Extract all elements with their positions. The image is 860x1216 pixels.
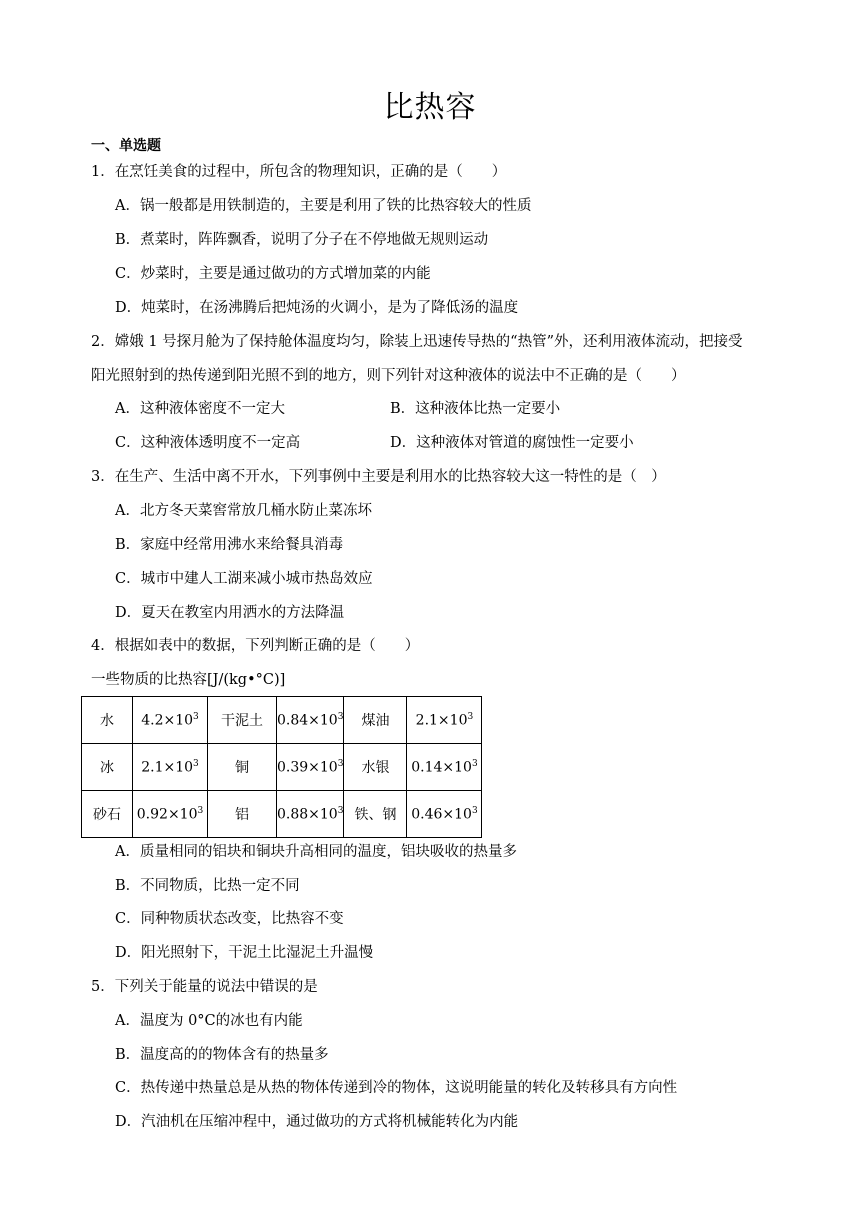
cell-text: 2.1×10 — [415, 712, 468, 729]
question-4-stem: 4．根据如表中的数据，下列判断正确的是（ ） — [91, 638, 420, 654]
cell-text: 冰 — [100, 760, 114, 776]
cell-exponent: 3 — [471, 758, 478, 769]
cell-text: 砂石 — [93, 807, 121, 823]
cell-text: 铝 — [235, 807, 249, 823]
question-4-option-d: D．阳光照射下，干泥土比湿泥土升温慢 — [115, 945, 374, 961]
question-4-option-a: A．质量相同的铝块和铜块升高相同的温度，铝块吸收的热量多 — [115, 844, 517, 860]
question-1-option-c: C．炒菜时，主要是通过做功的方式增加菜的内能 — [115, 266, 431, 282]
table-caption: 一些物质的比热容[J/(kg•°C)] — [91, 672, 286, 688]
cell-exponent: 3 — [193, 711, 199, 722]
table-cell — [82, 744, 133, 791]
cell-text: 干泥土 — [221, 713, 263, 729]
question-3-option-c: C．城市中建人工湖来减小城市热岛效应 — [115, 571, 373, 587]
question-3-option-d: D．夏天在教室内用洒水的方法降温 — [115, 605, 345, 621]
cell-exponent: 3 — [337, 758, 344, 769]
table-cell — [208, 744, 277, 791]
table-cell — [133, 697, 208, 744]
cell-text: 0.14×10 — [411, 759, 472, 776]
section-heading: 一、单选题 — [91, 138, 161, 154]
question-1-option-a: A．锅一般都是用铁制造的，主要是利用了铁的比热容较大的性质 — [115, 198, 532, 214]
table-cell — [407, 697, 482, 744]
question-3-stem: 3．在生产、生活中离不开水，下列事例中主要是利用水的比热容较大这一特性的是（ ） — [91, 469, 666, 485]
cell-exponent: 3 — [193, 758, 199, 769]
table-row — [82, 791, 482, 838]
cell-text: 水 — [100, 713, 114, 729]
cell-text: 0.88×10 — [277, 806, 338, 823]
table-cell — [133, 744, 208, 791]
question-3-option-a: A．北方冬天菜窖常放几桶水防止菜冻坏 — [115, 503, 372, 519]
cell-text: 0.92×10 — [136, 806, 198, 823]
cell-text: 0.39×10 — [277, 759, 338, 776]
question-1-option-b: B．煮菜时，阵阵飘香，说明了分子在不停地做无规则运动 — [115, 232, 489, 248]
question-2-option-b: B．这种液体比热一定要小 — [390, 401, 561, 417]
table-cell — [277, 791, 344, 838]
table-cell — [344, 791, 407, 838]
cell-text: 4.2×10 — [141, 712, 194, 729]
cell-text: 铜 — [235, 760, 249, 776]
question-2-stem-line-1: 2．嫦娥 1 号探月舱为了保持舱体温度均匀，除装上迅速传导热的“热管”外，还利用液体流动，把接受 — [91, 334, 743, 350]
question-2-stem-line-2: 阳光照射到的热传递到阳光照不到的地方，则下列针对这种液体的说法中不正确的是（ ） — [91, 368, 686, 384]
cell-text: 煤油 — [361, 713, 390, 729]
table-row — [82, 744, 482, 791]
table-cell — [82, 791, 133, 838]
cell-exponent: 3 — [337, 805, 344, 816]
question-3-option-b: B．家庭中经常用沸水来给餐具消毒 — [115, 537, 344, 553]
table-cell — [82, 697, 133, 744]
cell-text: 水银 — [361, 760, 390, 776]
cell-exponent: 3 — [337, 711, 344, 722]
question-1-option-d: D．炖菜时，在汤沸腾后把炖汤的火调小，是为了降低汤的温度 — [115, 300, 519, 316]
question-5-stem: 5．下列关于能量的说法中错误的是 — [91, 979, 318, 995]
question-5-option-d: D．汽油机在压缩冲程中，通过做功的方式将机械能转化为内能 — [115, 1114, 519, 1130]
table-row — [82, 697, 482, 744]
table-cell — [133, 791, 208, 838]
document-title: 比热容 — [383, 90, 477, 125]
question-4-option-c: C．同种物质状态改变，比热容不变 — [115, 911, 344, 927]
cell-text: 0.46×10 — [411, 806, 472, 823]
question-4-option-b: B．不同物质，比热一定不同 — [115, 878, 300, 894]
cell-text: 铁、钢 — [354, 807, 397, 823]
table-cell — [277, 744, 344, 791]
table-cell — [344, 744, 407, 791]
cell-exponent: 3 — [467, 711, 474, 722]
table-cell — [407, 744, 482, 791]
table-cell — [277, 697, 344, 744]
question-2-option-a: A．这种液体密度不一定大 — [115, 401, 285, 417]
question-5-option-a: A．温度为 0°C的冰也有内能 — [115, 1013, 303, 1029]
table-cell — [407, 791, 482, 838]
cell-exponent: 3 — [197, 805, 204, 816]
table-cell — [208, 697, 277, 744]
cell-exponent: 3 — [471, 805, 478, 816]
question-2-option-c: C．这种液体透明度不一定高 — [115, 435, 301, 451]
question-5-option-b: B．温度高的的物体含有的热量多 — [115, 1047, 329, 1063]
cell-text: 0.84×10 — [277, 712, 338, 729]
cell-text: 2.1×10 — [141, 759, 194, 776]
question-5-option-c: C．热传递中热量总是从热的物体传递到冷的物体，这说明能量的转化及转移具有方向性 — [115, 1080, 678, 1096]
table-cell — [208, 791, 277, 838]
question-1-stem: 1．在烹饪美食的过程中，所包含的物理知识，正确的是（ ） — [91, 164, 507, 180]
specific-heat-table — [81, 696, 482, 838]
table-cell — [344, 697, 407, 744]
question-2-option-d: D．这种液体对管道的腐蚀性一定要小 — [390, 435, 634, 451]
